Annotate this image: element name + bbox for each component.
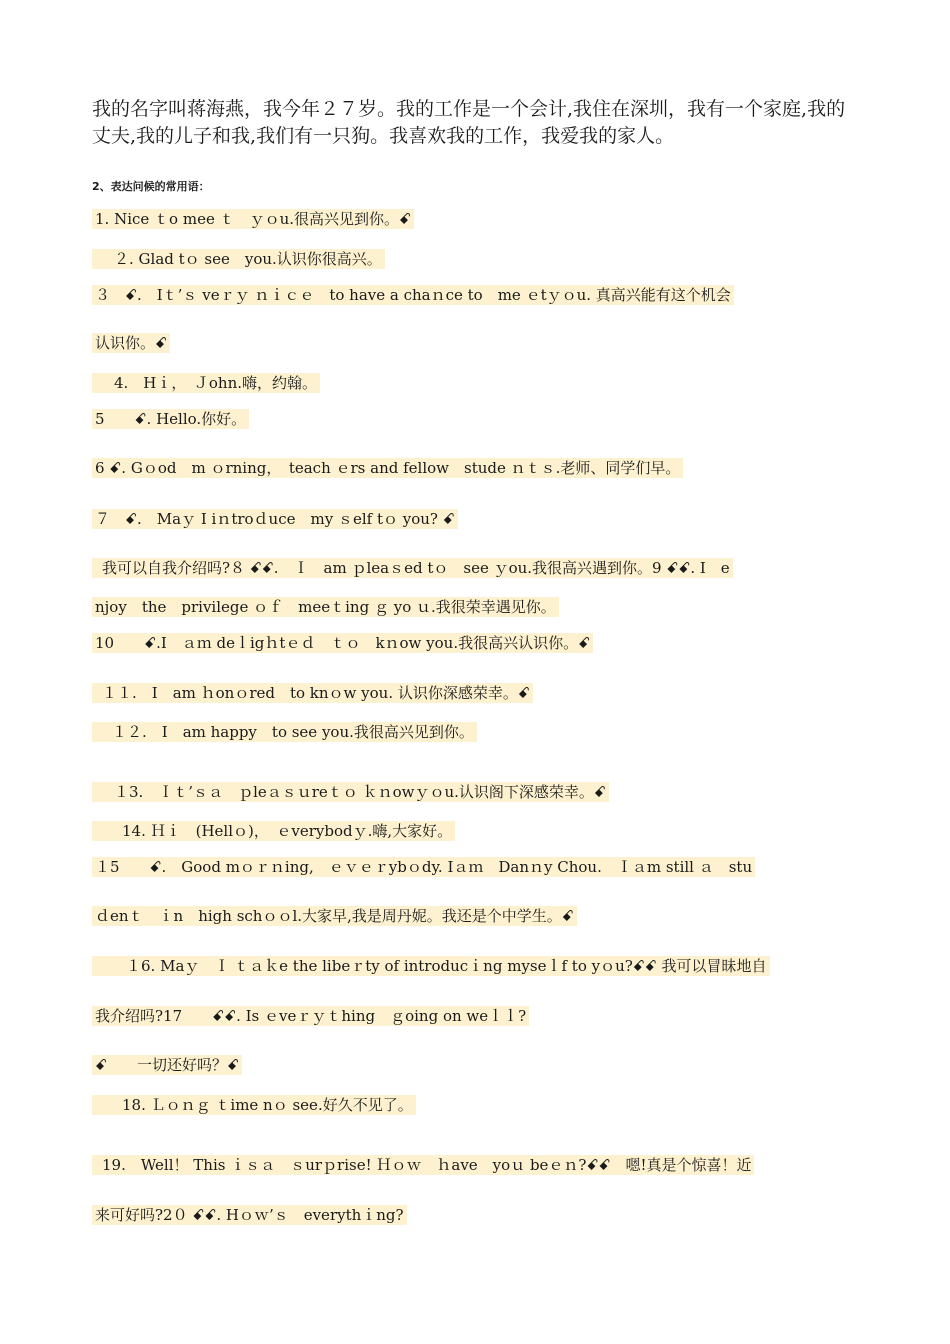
- phrase-line: ７ ꗃ. Maｙ I iｎtroｄuce my ｓelf tｏ you? ꗃ: [92, 508, 458, 530]
- phrase-line: 来可好吗?2０ ꗃꗃ. Hｏｗ’ｓ everythｉng?: [92, 1204, 407, 1226]
- phrase-line: njoy the privilege ｏｆ meeｔing ｇ yo ｕ.我很荣幸遇见你。: [92, 596, 559, 618]
- phrase-line: １5 ꗃ. Good mｏｒｎing, ｅｖｅｒybｏdy. Iａｍ Danｎy Chou. Ｉａm still ａ stu: [92, 856, 755, 878]
- intro-paragraph: 我的名字叫蒋海燕，我今年２７岁。我的工作是一个会计,我住在深圳，我有一个家庭,我的丈夫,我的儿子和我,我们有一只狗。我喜欢我的工作，我爱我的家人。: [92, 98, 846, 147]
- section-heading: 2、表达问候的常用语：: [92, 180, 210, 193]
- phrase-line: ｄenｔ ｉn high schｏｏl.大家早,我是周丹妮。我还是个中学生。ꗃ: [92, 905, 577, 927]
- phrase-line: 我可以自我介绍吗?８ ꗃꗃ. Ｉ am ｐleaｓed tｏ see ｙou.我很高兴遇到你。9 ꗃꗃ. I e: [92, 557, 733, 579]
- phrase-line: 18. Ｌｏｎｇ ｔime nｏ see.好久不见了。: [92, 1094, 416, 1116]
- phrase-line: ３ ꗃ. Iｔ’ｓ veｒｙ ｎｉｃｅ to have a chaｎce to me ｅtｙｏu. 真高兴能有这个机会: [92, 284, 734, 306]
- phrase-line: 认识你。ꗃ: [92, 332, 170, 354]
- phrase-line: 6 ꗃ. Gｏod m ｏrning， teach ｅrs and fellow stude ｎｔｓ.老师、同学们早。: [92, 457, 683, 479]
- phrase-line: 14. Ｈｉ (Hellｏ)， ｅverybodｙ.嗨,大家好。: [92, 820, 455, 842]
- phrase-line: 5 ꗃ. Hello.你好。: [92, 408, 249, 430]
- phrase-line: 我介绍吗?17 ꗃꗃ. Is ｅveｒｙｔhing ｇoing on weｌｌ?: [92, 1005, 529, 1027]
- phrase-line: １3. Ｉｔ’ｓａ ｐleａｓｕreｔｏ ｋｎowｙｏu.认识阁下深感荣幸。ꗃ: [92, 781, 609, 803]
- phrase-line: １6. Maｙ Ｉ ｔａｋe the libeｒty of introducｉng myseｌf to yｏu?ꗃꗃ 我可以冒昧地自: [92, 955, 770, 977]
- phrase-line: 1. Nice ｔo mee ｔ ｙｏu.很高兴见到你。ꗃ: [92, 208, 414, 230]
- phrase-line: ꗃ 一切还好吗？ꗃ: [92, 1054, 242, 1076]
- phrase-line: 10 ꗃ.I ａｍ deｌigｈtｅｄ ｔｏ kｎow you.我很高兴认识你。ꗃ: [92, 632, 593, 654]
- phrase-line: ２. Glad tｏ see you.认识你很高兴。: [92, 248, 385, 270]
- phrase-line: 4. Hｉ， Ｊohn.嗨，约翰。: [92, 372, 320, 394]
- phrase-line: 19. Well！ This ｉｓａ ｓurｐrise! Ｈｏｗ ｈave yoｕ beｅｎ?ꗃꗃ 嗯!真是个惊喜！近: [92, 1154, 754, 1176]
- phrase-line: １２. I am happy to see you.我很高兴见到你。: [92, 721, 477, 743]
- phrase-line: １１. I am ｈonｏred to knｏw you. 认识你深感荣幸。ꗃ: [92, 682, 533, 704]
